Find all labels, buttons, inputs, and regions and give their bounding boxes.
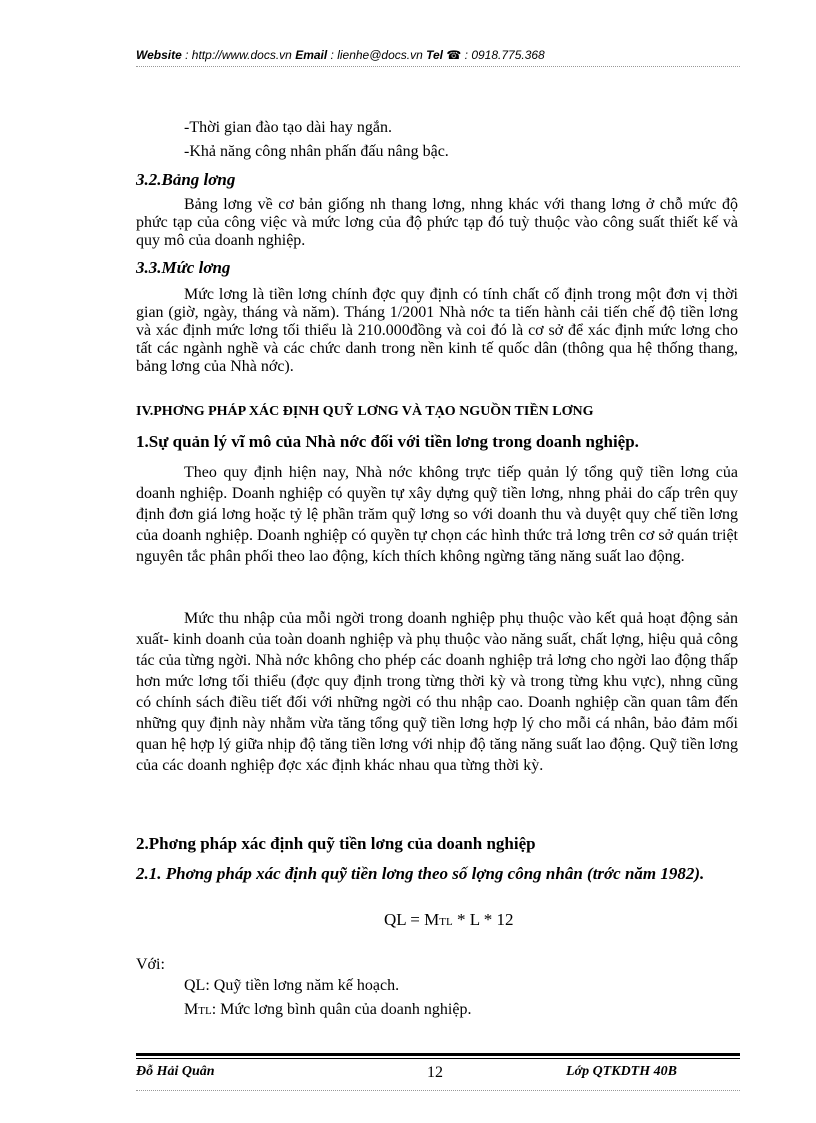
intro-bullet-2: -Khả năng công nhân phấn đấu nâng bậc.: [184, 143, 449, 160]
with-label: Với:: [136, 956, 165, 973]
section-4-1-para-1: Theo quy định hiện nay, Nhà nớc không trực tiếp quản lý tổng quỹ tiền lơng của doanh nghiệp. Doanh nghiệp có quyền tự xây dựng quỹ tiền lơng, nhng phải do cấp trên quy định đơn giá lơng hoặc tỷ lệ phần trăm quỹ lơng so với doanh thu và duyệt quy chế tiền lơng của doanh nghiệp. Doanh nghiệp có quyền tự chọn các hình thức trả lơng trên cơ sở quán triệt nguyên tắc phân phối theo lao động, kích thích không ngừng tăng năng suất lao động.: [136, 464, 738, 565]
page-number: 12: [427, 1064, 443, 1081]
footer-divider: [136, 1090, 740, 1091]
footer-rule-thick: [136, 1053, 740, 1056]
formula-sub: TL: [439, 916, 453, 928]
section-3-3-body: Mức lơng là tiền lơng chính đợc quy định có tính chất cố định trong một đơn vị thời gian (giờ, ngày, tháng và năm). Tháng 1/2001 Nhà nớc ta tiến hành cải tiến chế độ tiền lơng và xác định mức lơng tối thiểu là 210.000đồng và coi đó là cơ sở để xác định mức lơng cho tất các ngành nghề và các chức danh trong nền kinh tế quốc dân (thông qua hệ thống thang, bảng lơng của Nhà nớc).: [136, 286, 738, 375]
section-4-heading: IV.PHƠNG PHÁP XÁC ĐỊNH QUỸ LƠNG VÀ TẠO NGUỒN TIỀN LƠNG: [136, 404, 594, 419]
website-value: : http://www.docs.vn: [181, 48, 296, 62]
section-4-2-1-heading: 2.1. Phơng pháp xác định quỹ tiền lơng theo số lợng công nhân (trớc năm 1982).: [136, 864, 705, 883]
website-label: Website: [136, 48, 182, 62]
definition-mtl: [184, 998, 471, 1023]
formula-right: * L * 12: [452, 910, 514, 929]
email-value: : lienhe@docs.vn: [327, 48, 427, 62]
def2-m: M: [184, 1001, 199, 1018]
footer-rule-thin: [136, 1058, 740, 1059]
footer-class: Lớp QTKDTH 40B: [566, 1064, 677, 1079]
tel-value: : 0918.775.368: [461, 48, 545, 62]
tel-label: Tel: [426, 48, 444, 62]
header-divider: [136, 66, 740, 67]
def2-text: : Mức lơng bình quân của doanh nghiệp.: [211, 1001, 472, 1018]
formula-left: QL = M: [384, 910, 440, 929]
definition-ql: QL: Quỹ tiền lơng năm kế hoạch.: [184, 977, 400, 994]
section-4-1-heading: 1.Sự quản lý vĩ mô của Nhà nớc đối với tiền lơng trong doanh nghiệp.: [136, 432, 639, 451]
email-label: Email: [295, 48, 328, 62]
footer-author: Đỗ Hải Quân: [136, 1064, 215, 1079]
section-3-2-body: Bảng lơng về cơ bản giống nh thang lơng, nhng khác với thang lơng ở chỗ mức độ phức tạp của công việc và mức lơng của độ phức tạp đó tuỳ thuộc vào công suất thiết kế và quy mô của doanh nghiệp.: [136, 196, 738, 249]
phone-icon: ☎: [446, 48, 462, 62]
intro-bullet-1: -Thời gian đào tạo dài hay ngắn.: [184, 119, 392, 136]
section-4-1-para-2: Mức thu nhập của mỗi ngời trong doanh nghiệp phụ thuộc vào kết quả hoạt động sản xuất- kinh doanh của toàn doanh nghiệp và phụ thuộc vào năng suất, chất lợng, hiệu quả công tác của từng ngời. Nhà nớc không cho phép các doanh nghiệp trả lơng cho ngời lao động thấp hơn mức lơng tối thiểu (đợc quy định trong từng thời kỳ và trong từng khu vực), nhng cũng có chính sách điều tiết đối với những ngời có thu nhập cao. Doanh nghiệp cần quan tâm đến những quy định này nhằm vừa tăng tổng quỹ tiền lơng hợp lý cho mỗi cá nhân, bảo đảm mối quan hệ hợp lý giữa nhịp độ tăng tiền lơng với nhịp độ tăng năng suất lao động. Quỹ tiền lơng của các doanh nghiệp đợc xác định khác nhau qua từng thời kỳ.: [136, 610, 738, 774]
page-header: [136, 48, 740, 62]
section-3-2-heading: 3.2.Bảng lơng: [136, 170, 236, 189]
formula: [384, 910, 513, 930]
def2-sub: TL: [198, 1005, 212, 1017]
section-4-2-heading: 2.Phơng pháp xác định quỹ tiền lơng của doanh nghiệp: [136, 834, 536, 853]
section-3-3-heading: 3.3.Mức lơng: [136, 258, 231, 277]
